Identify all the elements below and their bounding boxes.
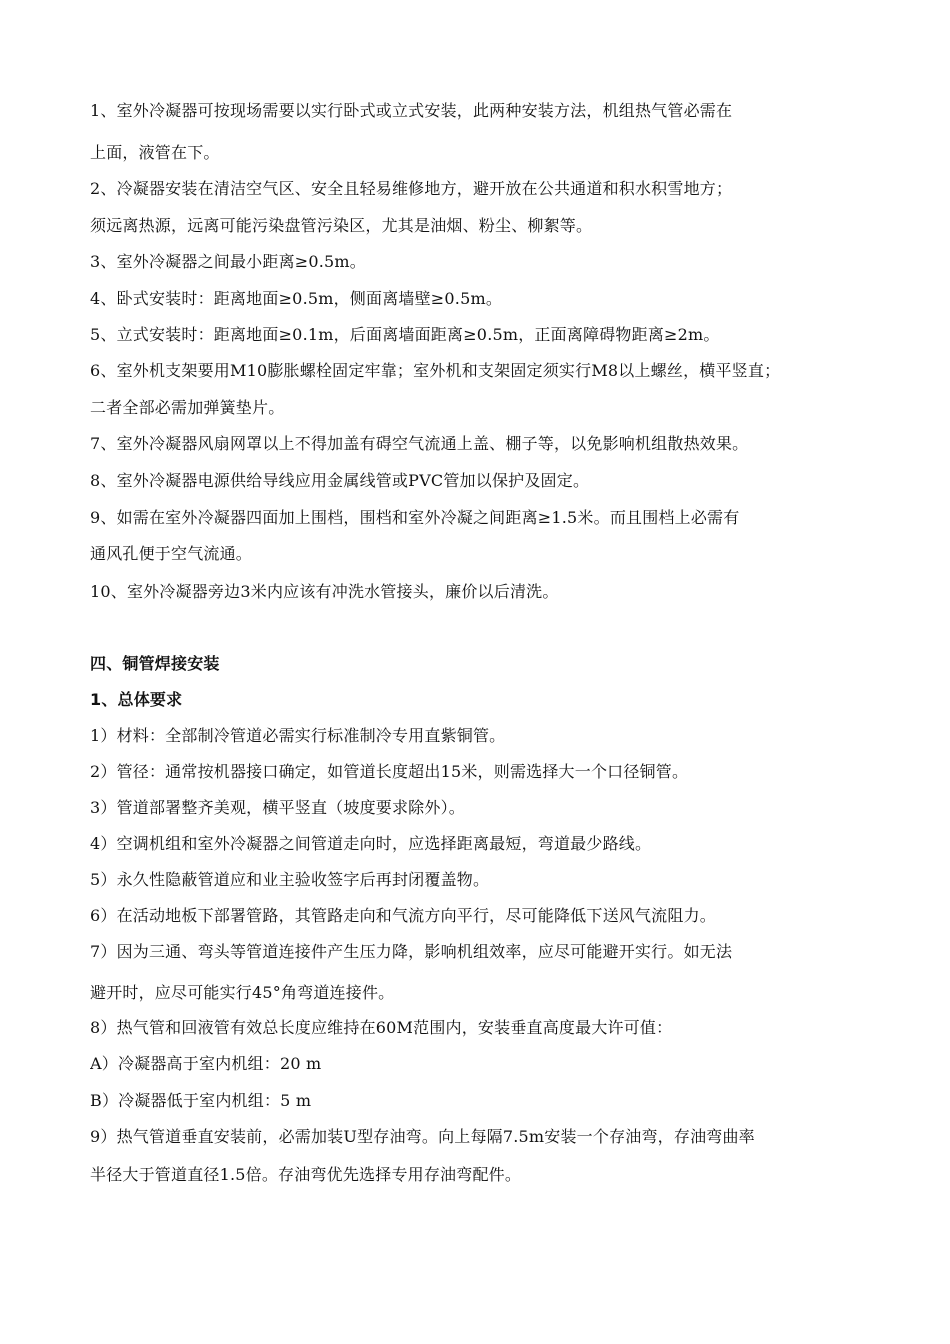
paragraph-2-line-1: 2、冷凝器安装在清洁空气区、安全且轻易维修地方，避开放在公共通道和积水积雪地方； [90, 179, 733, 198]
paragraph-1-line-1: 1、室外冷凝器可按现场需要以实行卧式或立式安装，此两种安装方法，机组热气管必需在 [90, 101, 733, 120]
item-1: 1）材料：全部制冷管道必需实行标准制冷专用直紫铜管。 [90, 726, 506, 745]
paragraph-8: 8、室外冷凝器电源供给导线应用金属线管或PVC管加以保护及固定。 [90, 471, 590, 490]
item-3: 3）管道部署整齐美观，横平竖直（坡度要求除外）。 [90, 798, 465, 817]
paragraph-7: 7、室外冷凝器风扇网罩以上不得加盖有碍空气流通上盖、棚子等，以免影响机组散热效果。 [90, 434, 749, 453]
paragraph-3: 3、室外冷凝器之间最小距离≥0.5m。 [90, 252, 367, 271]
paragraph-5: 5、立式安装时：距离地面≥0.1m，后面离墙面距离≥0.5m，正面离障碍物距离≥2m。 [90, 325, 720, 344]
item-5: 5）永久性隐蔽管道应和业主验收签字后再封闭覆盖物。 [90, 870, 490, 889]
item-7-line-2: 避开时，应尽可能实行45°角弯道连接件。 [90, 983, 395, 1002]
item-8-a: A）冷凝器高于室内机组：20 m [90, 1054, 322, 1073]
paragraph-10: 10、室外冷凝器旁边3米内应该有冲洗水管接头，廉价以后清洗。 [90, 582, 559, 601]
section-heading: 四、铜管焊接安装 [90, 654, 220, 673]
paragraph-2-line-2: 须远离热源，远离可能污染盘管污染区，尤其是油烟、粉尘、柳絮等。 [90, 216, 593, 235]
paragraph-1-line-2: 上面，液管在下。 [90, 143, 220, 162]
item-2: 2）管径：通常按机器接口确定，如管道长度超出15米，则需选择大一个口径铜管。 [90, 762, 689, 781]
paragraph-4: 4、卧式安装时：距离地面≥0.5m，侧面离墙壁≥0.5m。 [90, 289, 503, 308]
item-6: 6）在活动地板下部署管路，其管路走向和气流方向平行，尽可能降低下送风气流阻力。 [90, 906, 716, 925]
item-8: 8）热气管和回液管有效总长度应维持在60M范围内，安装垂直高度最大许可值： [90, 1018, 673, 1037]
item-4: 4）空调机组和室外冷凝器之间管道走向时，应选择距离最短，弯道最少路线。 [90, 834, 652, 853]
item-8-b: B）冷凝器低于室内机组：5 m [90, 1091, 312, 1110]
item-9-line-1: 9）热气管道垂直安装前，必需加装U型存油弯。向上每隔7.5m安装一个存油弯，存油弯曲率 [90, 1127, 755, 1146]
item-9-line-2: 半径大于管道直径1.5倍。存油弯优先选择专用存油弯配件。 [90, 1165, 522, 1184]
paragraph-9-line-1: 9、如需在室外冷凝器四面加上围档，围档和室外冷凝之间距离≥1.5米。而且围档上必需有 [90, 508, 740, 527]
subsection-heading: 1、总体要求 [90, 690, 183, 709]
paragraph-6-line-1: 6、室外机支架要用M10膨胀螺栓固定牢靠；室外机和支架固定须实行M8以上螺丝，横平竖直； [90, 361, 781, 380]
item-7-line-1: 7）因为三通、弯头等管道连接件产生压力降，影响机组效率，应尽可能避开实行。如无法 [90, 942, 733, 961]
paragraph-6-line-2: 二者全部必需加弹簧垫片。 [90, 398, 285, 417]
paragraph-9-line-2: 通风孔便于空气流通。 [90, 544, 253, 563]
